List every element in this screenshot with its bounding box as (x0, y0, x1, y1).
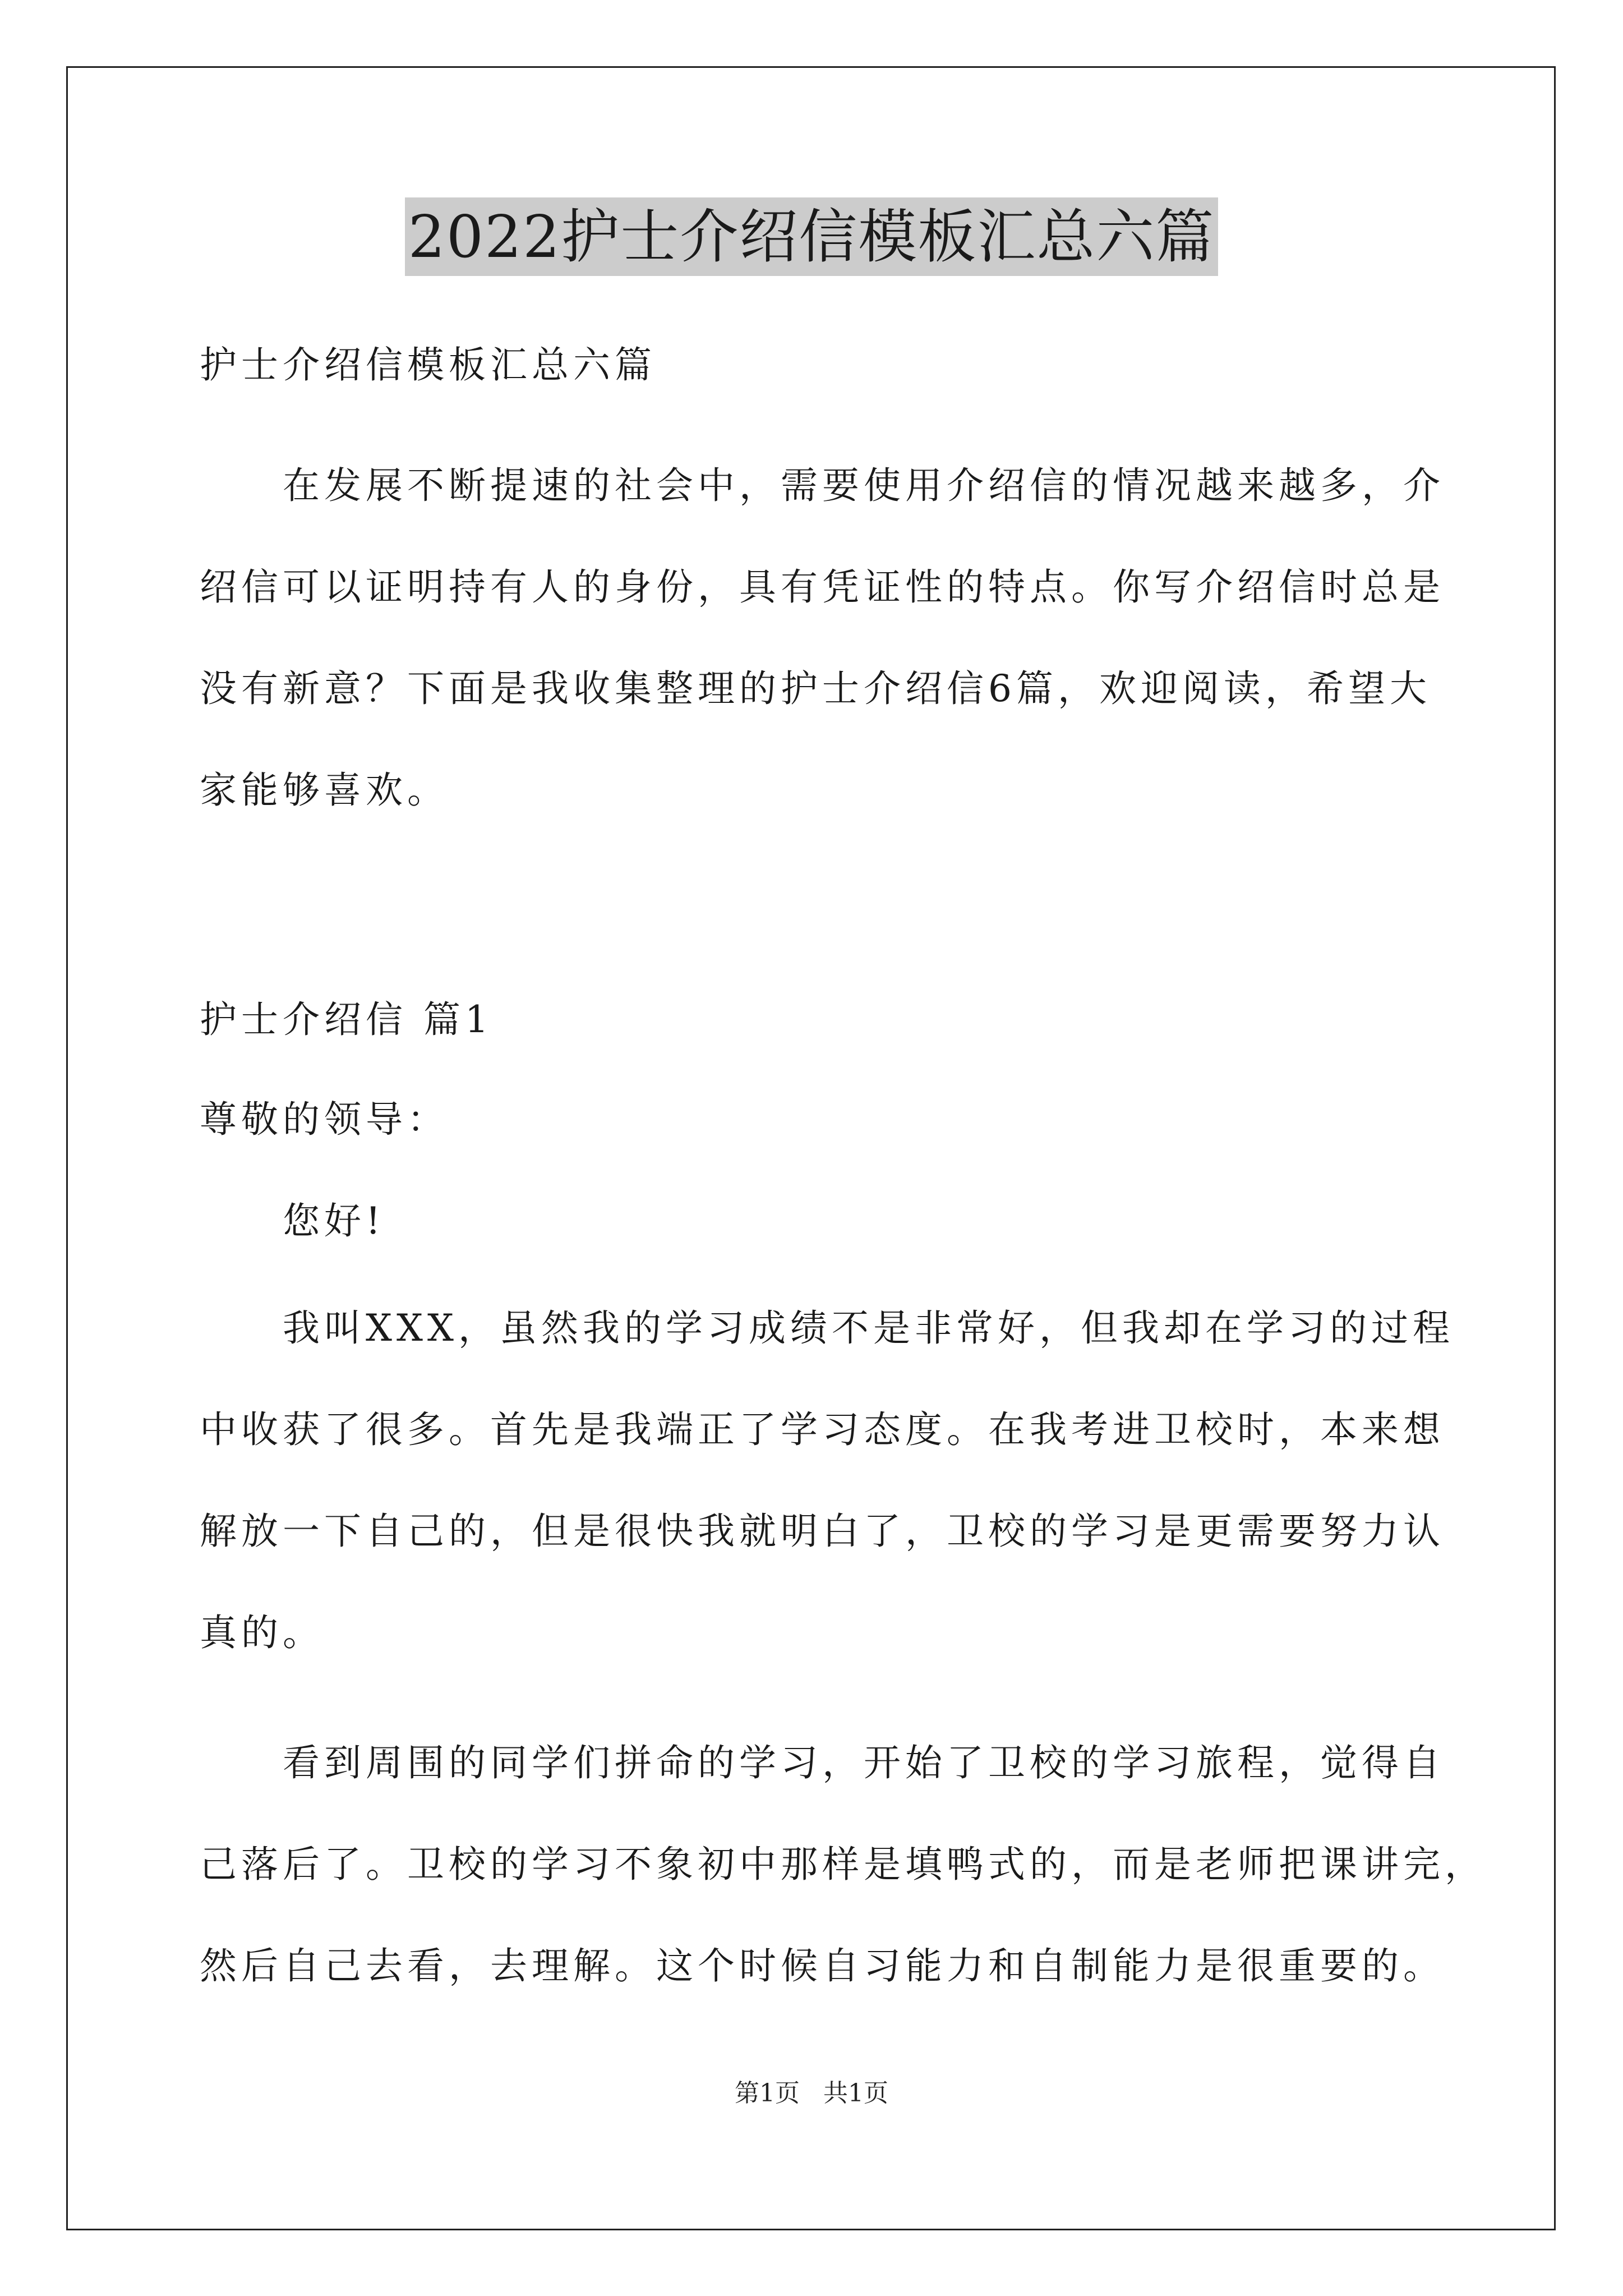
salutation: 尊敬的领导： (200, 1098, 449, 1141)
body-line: 然后自己去看，去理解。这个时候自习能力和自制能力是很重要的。 (200, 1944, 1445, 1987)
title-container (0, 197, 1623, 276)
body-line: 看到周围的同学们拼命的学习，开始了卫校的学习旅程，觉得自 (283, 1741, 1445, 1784)
section-heading: 护士介绍信 篇1 (200, 998, 493, 1041)
body-line: 中收获了很多。首先是我端正了学习态度。在我考进卫校时，本来想 (200, 1408, 1445, 1451)
page-footer (0, 2077, 1623, 2110)
body-paragraph-1 (200, 1277, 1454, 1683)
document-title: 2022护士介绍信模板汇总六篇 (405, 197, 1219, 276)
intro-line: 家能够喜欢。 (200, 769, 449, 812)
intro-line: 没有新意？下面是我收集整理的护士介绍信6篇，欢迎阅读，希望大 (200, 667, 1431, 710)
body-line: 解放一下自己的，但是很快我就明白了，卫校的学习是更需要努力认 (200, 1510, 1445, 1553)
page-number: 第1页 (735, 2079, 800, 2108)
body-line: 真的。 (200, 1611, 324, 1654)
body-line: 己落后了。卫校的学习不象初中那样是填鸭式的，而是老师把课讲完， (200, 1843, 1486, 1886)
document-subtitle: 护士介绍信模板汇总六篇 (200, 343, 656, 386)
body-paragraph-2 (200, 1712, 1486, 2017)
intro-line: 绍信可以证明持有人的身份，具有凭证性的特点。你写介绍信时总是 (200, 565, 1445, 609)
intro-paragraph (200, 435, 1445, 841)
body-line: 我叫XXX，虽然我的学习成绩不是非常好，但我却在学习的过程 (283, 1306, 1454, 1350)
greeting: 您好! (283, 1199, 385, 1243)
intro-line: 在发展不断提速的社会中，需要使用介绍信的情况越来越多，介 (283, 464, 1445, 507)
page-total: 共1页 (823, 2079, 888, 2108)
